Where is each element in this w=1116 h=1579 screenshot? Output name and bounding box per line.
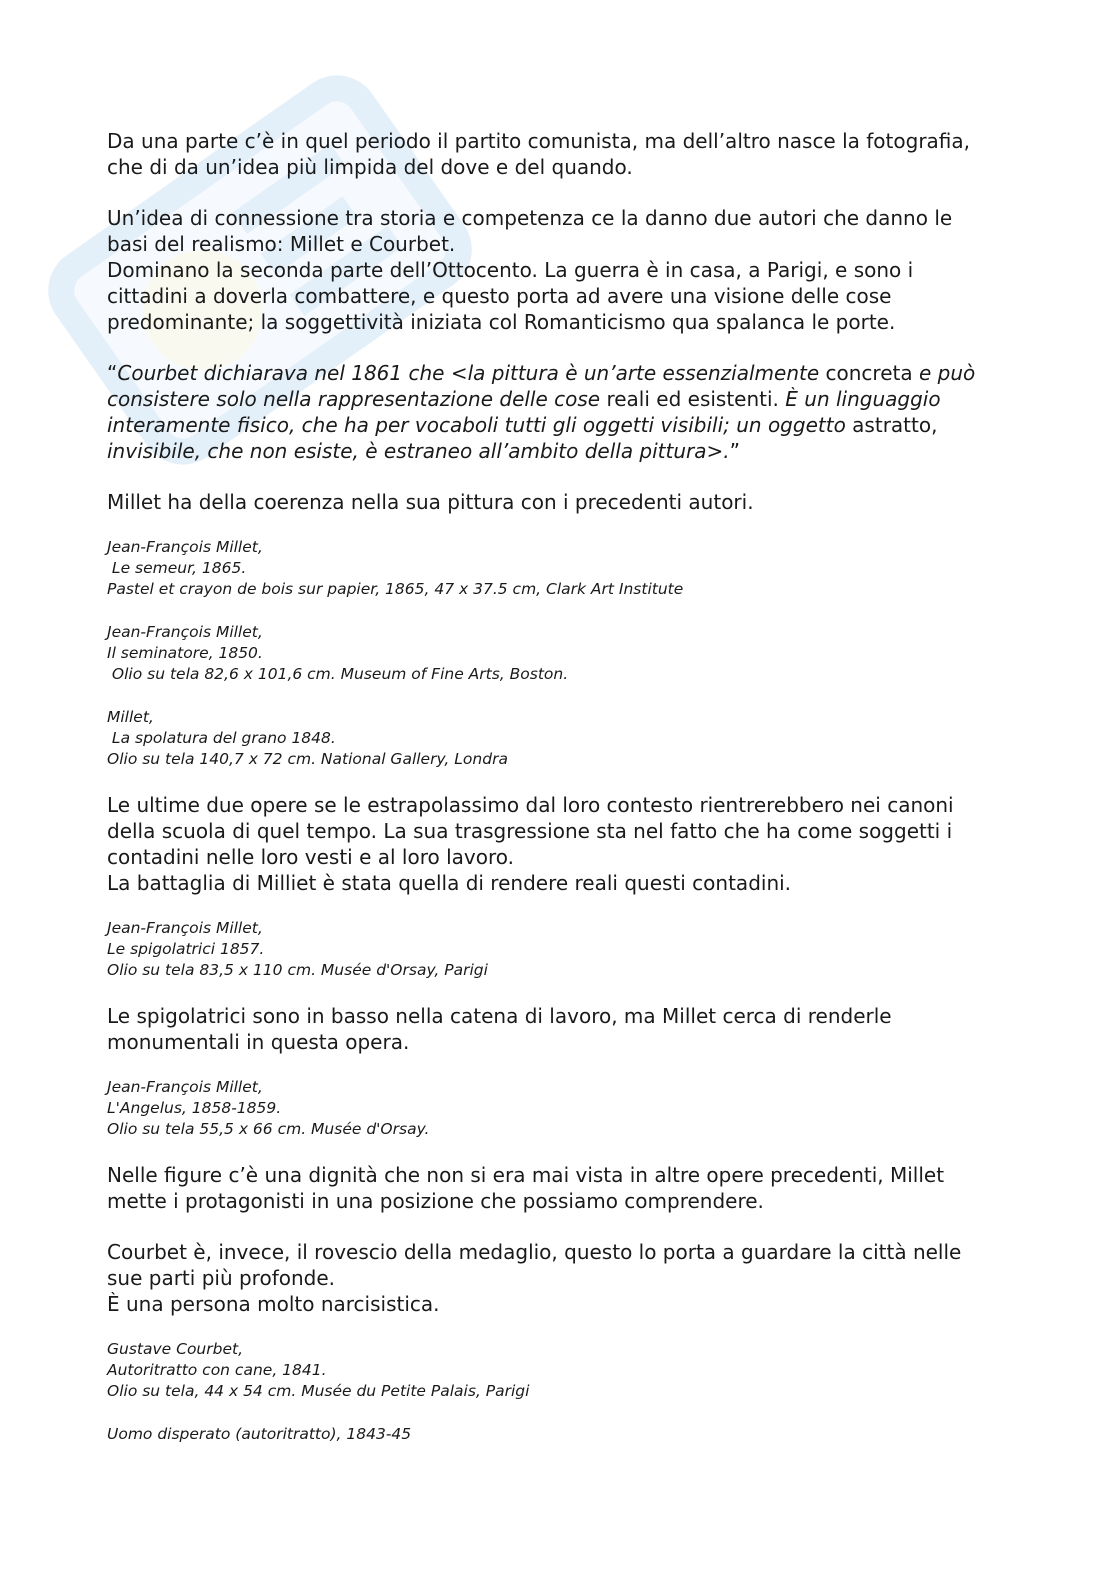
quote-line	[107, 438, 1007, 464]
caption-line: Olio su tela 55,5 x 66 cm. Musée d'Orsay.	[107, 1120, 430, 1138]
paragraph	[107, 1239, 1007, 1317]
paragraph	[107, 205, 1007, 335]
quote-paragraph	[107, 360, 1007, 464]
caption-line: Jean-François Millet,	[107, 538, 263, 556]
caption-line: Le semeur, 1865.	[107, 559, 247, 577]
quote-text: reali ed esistenti.	[600, 387, 786, 411]
quote-line	[107, 412, 1007, 438]
quote-text: concreta	[819, 361, 919, 385]
caption-line: L'Angelus, 1858-1859.	[107, 1099, 282, 1117]
artwork-caption	[107, 1339, 1007, 1402]
text-line: sue parti più profonde.	[107, 1266, 335, 1290]
text-line: Nelle figure c’è una dignità che non si era mai vista in altre opere precedenti, Millet	[107, 1163, 945, 1187]
caption-line: Le spigolatrici 1857.	[107, 940, 265, 958]
text-line: Le spigolatrici sono in basso nella catena di lavoro, ma Millet cerca di renderle	[107, 1004, 892, 1028]
quote-text: È un linguaggio	[785, 387, 941, 411]
caption-line: Uomo disperato (autoritratto), 1843-45	[107, 1425, 412, 1443]
paragraph	[107, 489, 1007, 515]
quote-text: ”	[729, 439, 741, 463]
caption-line: Gustave Courbet,	[107, 1340, 244, 1358]
caption-line: La spolatura del grano 1848.	[107, 729, 336, 747]
text-line: cittadini a doverla combattere, e questo porta ad avere una visione delle cose	[107, 284, 892, 308]
text-line: Millet ha della coerenza nella sua pittura con i precedenti autori.	[107, 490, 754, 514]
caption-line: Autoritratto con cane, 1841.	[107, 1361, 327, 1379]
quote-text: interamente fisico, che ha per vocaboli tutti gli oggetti visibili; un oggetto	[107, 413, 846, 437]
text-line: della scuola di quel tempo. La sua trasgressione sta nel fatto che ha come soggetti i	[107, 819, 953, 843]
text-line: Un’idea di connessione tra storia e competenza ce la danno due autori che danno le	[107, 206, 953, 230]
quote-line	[107, 386, 1007, 412]
caption-line: Olio su tela 140,7 x 72 cm. National Gallery, Londra	[107, 750, 508, 768]
caption-line: Il seminatore, 1850.	[107, 644, 263, 662]
artwork-caption	[107, 537, 1007, 600]
artwork-caption	[107, 918, 1007, 981]
text-line: Le ultime due opere se le estrapolassimo dal loro contesto rientrerebbero nei canoni	[107, 793, 954, 817]
quote-text: Courbet dichiarava nel 1861 che <la pittura è un’arte essenzialmente	[117, 361, 820, 385]
text-line: È una persona molto narcisistica.	[107, 1292, 440, 1316]
text-line: basi del realismo: Millet e Courbet.	[107, 232, 456, 256]
text-line: La battaglia di Milliet è stata quella di rendere reali questi contadini.	[107, 871, 792, 895]
text-line: predominante; la soggettività iniziata col Romanticismo qua spalanca le porte.	[107, 310, 896, 334]
paragraph	[107, 792, 1007, 896]
document-body	[107, 128, 1007, 1445]
caption-line: Olio su tela, 44 x 54 cm. Musée du Petite Palais, Parigi	[107, 1382, 530, 1400]
paragraph	[107, 128, 1007, 180]
caption-line: Pastel et crayon de bois sur papier, 1865, 47 x 37.5 cm, Clark Art Institute	[107, 580, 684, 598]
artwork-caption	[107, 1077, 1007, 1140]
text-line: monumentali in questa opera.	[107, 1030, 410, 1054]
artwork-caption	[107, 622, 1007, 685]
caption-line: Jean-François Millet,	[107, 919, 263, 937]
text-line: Da una parte c’è in quel periodo il partito comunista, ma dell’altro nasce la fotografia,	[107, 129, 971, 153]
caption-line: Jean-François Millet,	[107, 1078, 263, 1096]
artwork-caption	[107, 707, 1007, 770]
caption-line: Jean-François Millet,	[107, 623, 263, 641]
text-line: contadini nelle loro vesti e al loro lavoro.	[107, 845, 515, 869]
quote-text: “	[107, 361, 118, 385]
quote-text: astratto,	[845, 413, 938, 437]
artwork-caption	[107, 1424, 1007, 1445]
paragraph	[107, 1162, 1007, 1214]
quote-line	[107, 360, 1007, 386]
quote-text: e può	[918, 361, 976, 385]
quote-text: invisibile, che non esiste, è estraneo all’ambito della pittura>.	[107, 439, 730, 463]
text-line: Dominano la seconda parte dell’Ottocento. La guerra è in casa, a Parigi, e sono i	[107, 258, 914, 282]
caption-line: Olio su tela 82,6 x 101,6 cm. Museum of Fine Arts, Boston.	[107, 665, 569, 683]
text-line: Courbet è, invece, il rovescio della medaglio, questo lo porta a guardare la città nelle	[107, 1240, 962, 1264]
caption-line: Olio su tela 83,5 x 110 cm. Musée d'Orsay, Parigi	[107, 961, 488, 979]
quote-text: consistere solo nella rappresentazione delle cose	[107, 387, 601, 411]
caption-line: Millet,	[107, 708, 154, 726]
paragraph	[107, 1003, 1007, 1055]
text-line: mette i protagonisti in una posizione che possiamo comprendere.	[107, 1189, 764, 1213]
text-line: che di da un’idea più limpida del dove e del quando.	[107, 155, 633, 179]
